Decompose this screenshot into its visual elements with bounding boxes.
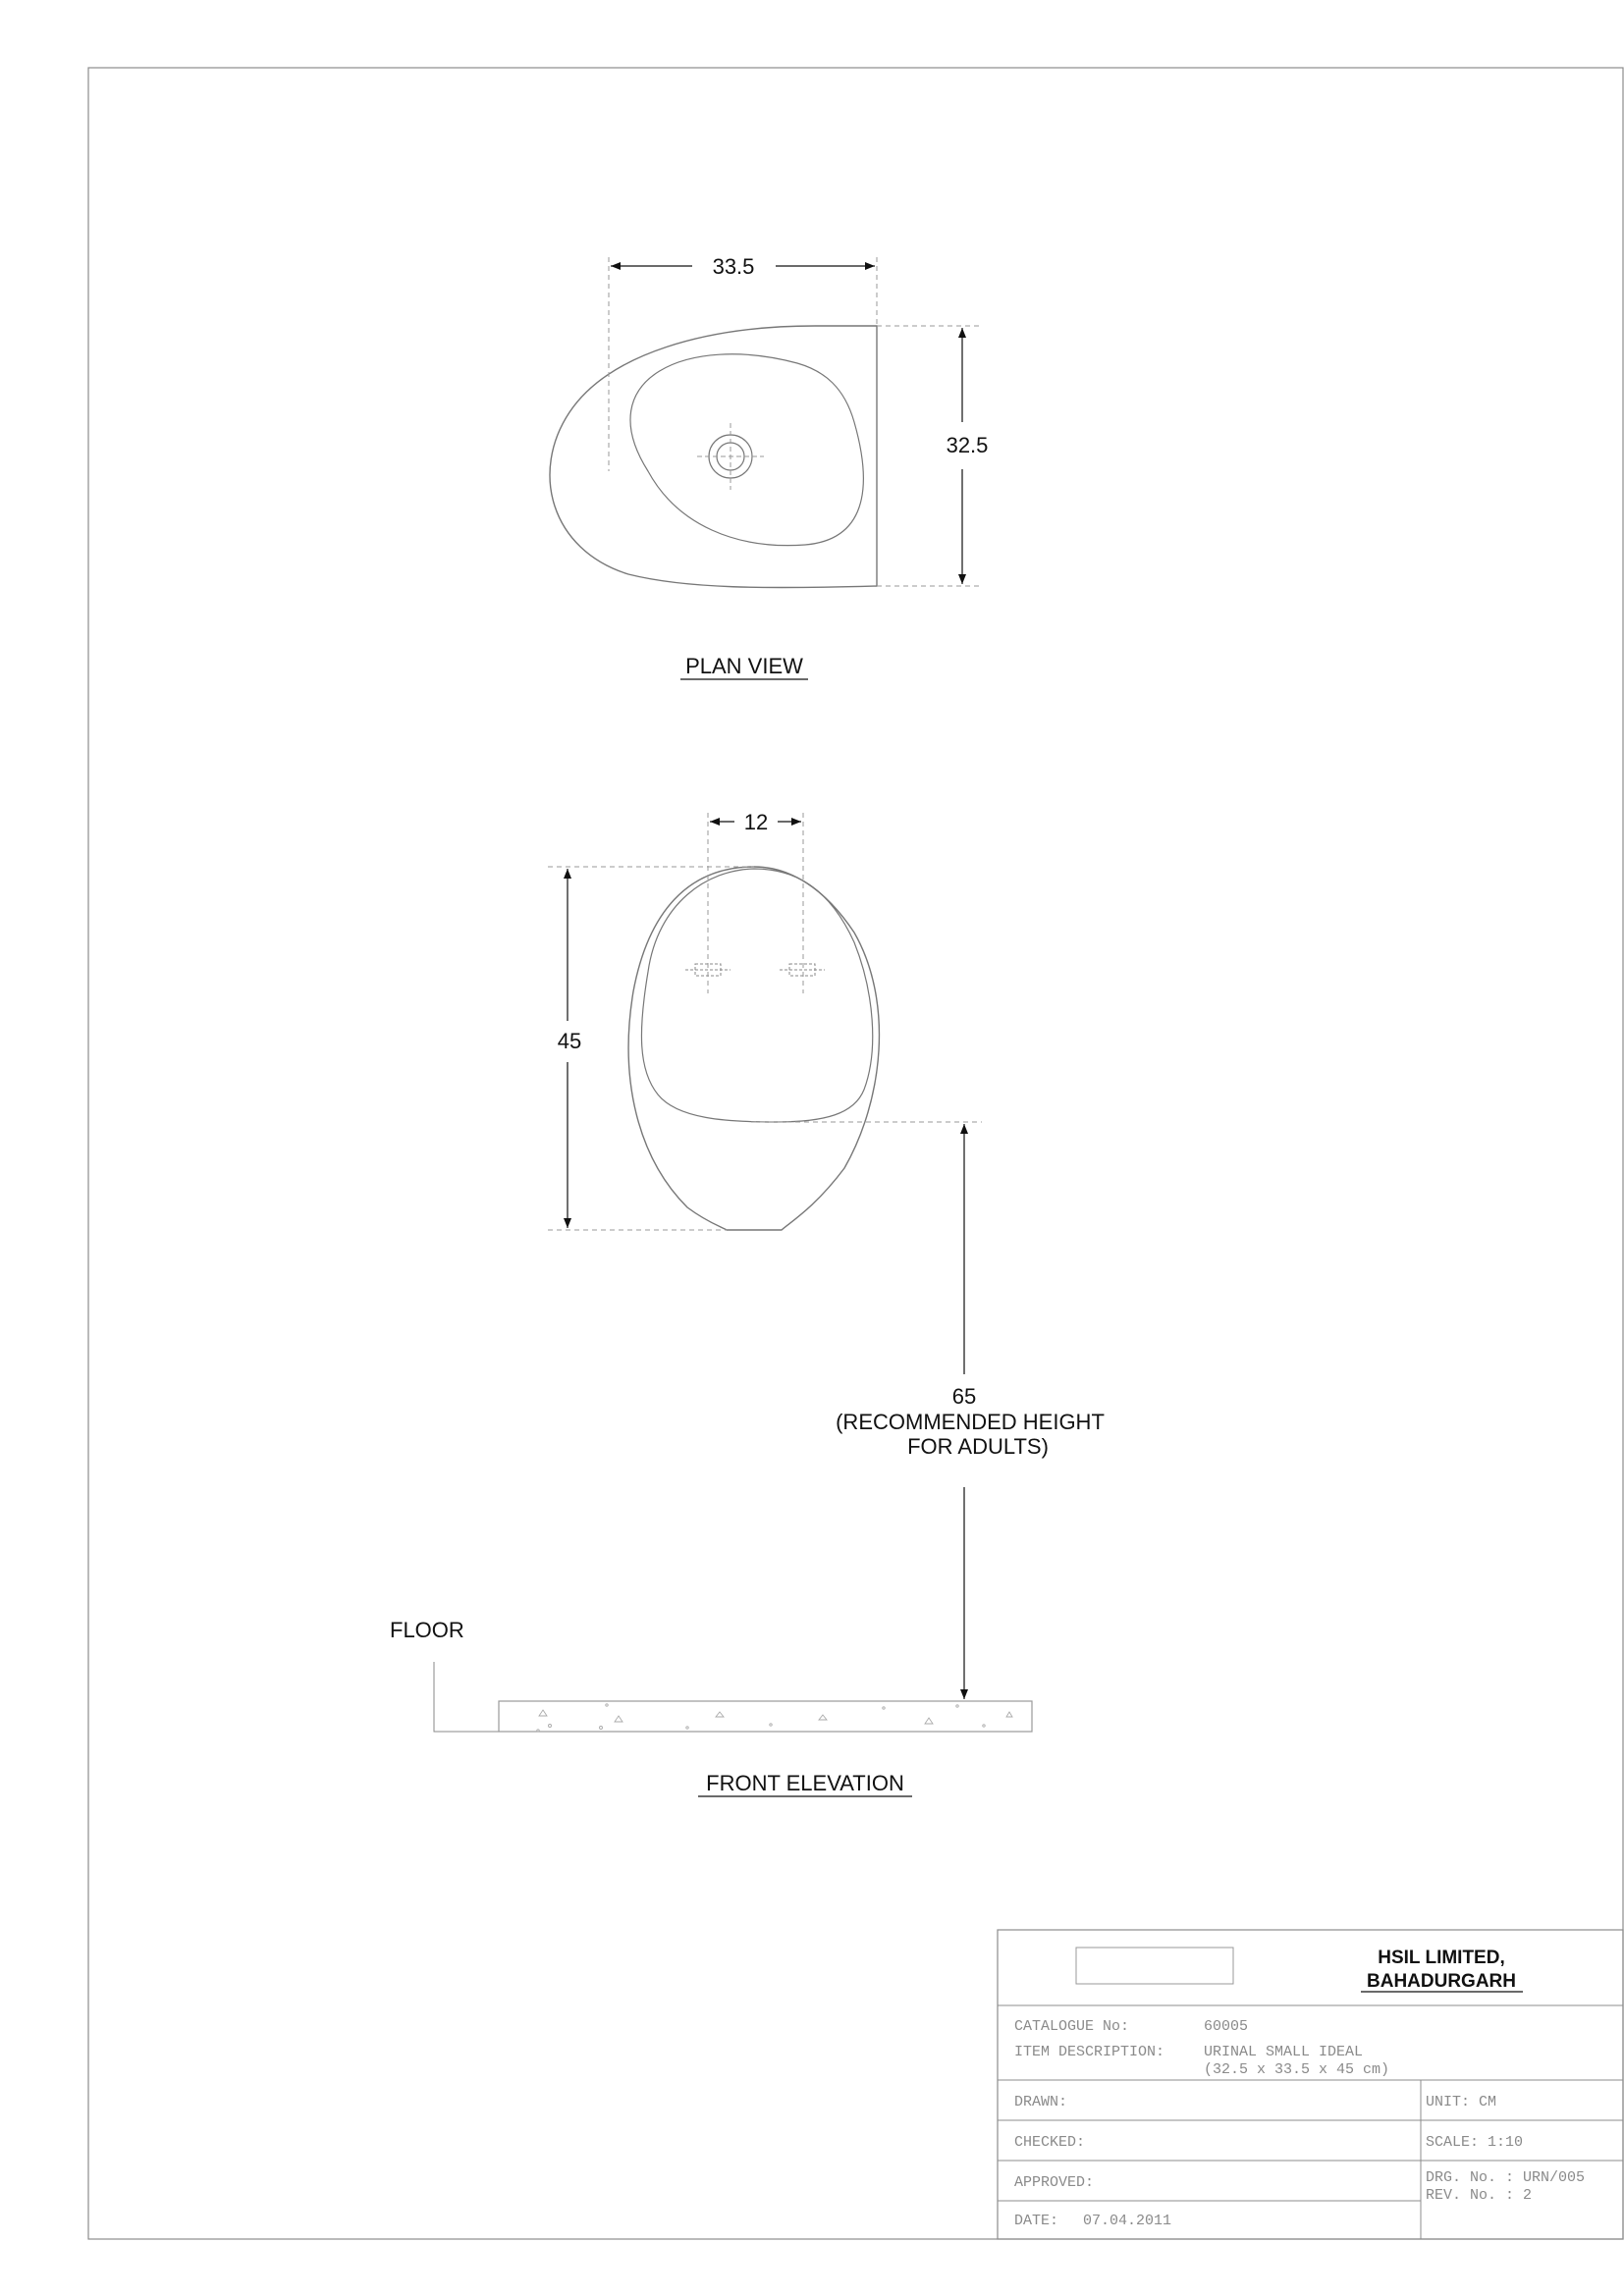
date-value: 07.04.2011 bbox=[1083, 2213, 1172, 2229]
fixing-dim: 12 bbox=[743, 810, 769, 834]
sheet-border bbox=[88, 68, 1623, 2239]
title-block bbox=[998, 1930, 1623, 2239]
floor-hatch bbox=[537, 1704, 1012, 1732]
elevation-inner-outline bbox=[641, 869, 872, 1122]
scale-value: SCALE: 1:10 bbox=[1426, 2134, 1524, 2151]
checked-label: CHECKED: bbox=[1014, 2134, 1086, 2151]
item-description-value-2: (32.5 x 33.5 x 45 cm) bbox=[1204, 2061, 1390, 2078]
item-description-value-1: URINAL SMALL IDEAL bbox=[1204, 2044, 1364, 2060]
mount-height-value: 65 bbox=[951, 1384, 977, 1409]
date-label: DATE: bbox=[1014, 2213, 1059, 2229]
floor-leader bbox=[434, 1662, 499, 1732]
unit-value: UNIT: CM bbox=[1426, 2094, 1497, 2110]
floor-label: FLOOR bbox=[390, 1618, 464, 1642]
fixing-hole-right bbox=[780, 964, 825, 976]
plan-view-title: PLAN VIEW bbox=[685, 654, 803, 678]
elevation-outer-outline bbox=[628, 867, 879, 1230]
mount-height-note-1: (RECOMMENDED HEIGHT bbox=[836, 1410, 1105, 1434]
drawing-number: DRG. No. : URN/005 bbox=[1426, 2169, 1586, 2186]
height-dim: 45 bbox=[557, 1029, 582, 1053]
plan-view bbox=[550, 254, 988, 679]
company-location: BAHADURGARH bbox=[1367, 1971, 1516, 1992]
logo-placeholder bbox=[1076, 1948, 1233, 1984]
revision-number: REV. No. : 2 bbox=[1426, 2187, 1533, 2204]
mount-height-note-2: FOR ADULTS) bbox=[907, 1434, 1049, 1459]
catalogue-value: 60005 bbox=[1204, 2018, 1249, 2035]
drawn-label: DRAWN: bbox=[1014, 2094, 1068, 2110]
front-elevation bbox=[390, 810, 1105, 1796]
plan-depth-dim: 32.5 bbox=[946, 433, 989, 457]
catalogue-label: CATALOGUE No: bbox=[1014, 2018, 1130, 2035]
floor-slab bbox=[499, 1701, 1032, 1732]
item-description-label: ITEM DESCRIPTION: bbox=[1014, 2044, 1165, 2060]
plan-width-dim: 33.5 bbox=[712, 254, 755, 279]
front-elevation-title: FRONT ELEVATION bbox=[706, 1771, 904, 1795]
company-name: HSIL LIMITED, bbox=[1378, 1948, 1505, 1968]
approved-label: APPROVED: bbox=[1014, 2174, 1095, 2191]
plan-inner-outline bbox=[630, 354, 863, 546]
